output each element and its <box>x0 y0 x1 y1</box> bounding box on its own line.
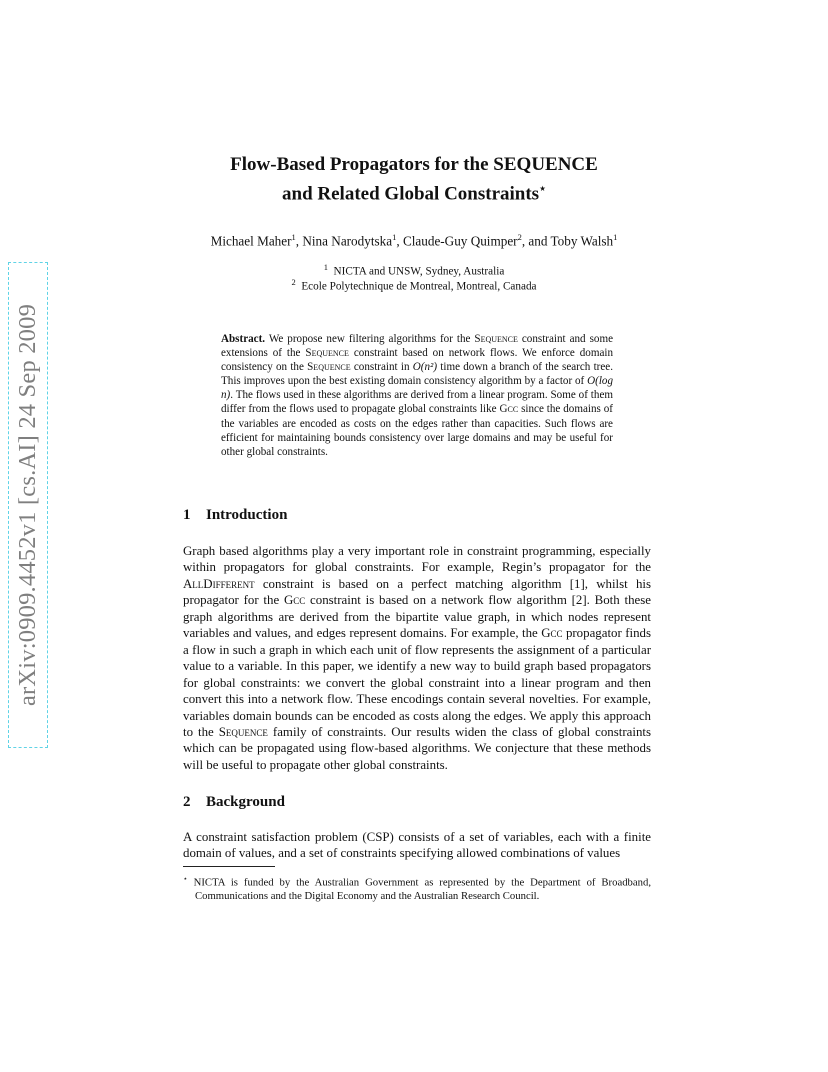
affiliation-mark: 1 <box>613 232 618 242</box>
arxiv-id: arXiv:0909.4452v1 [cs.AI] 24 Sep 2009 <box>14 303 41 707</box>
body-text: constraint is based on a network flow algorithm [2]. Both these graph algorithms are derived from the bipartite value graph, in which nodes represent variables and values, and edges represent domains. For example, the <box>183 593 651 641</box>
author-name: Michael Maher <box>210 233 292 249</box>
section-heading-introduction <box>183 507 287 524</box>
math-expression: O(log n) <box>221 375 613 402</box>
affiliation-text: NICTA and UNSW, Sydney, Australia <box>333 265 505 278</box>
abstract-text: since the domains of the variables are encoded as costs on the edges rather than capacities. Such flows are efficient for maintaining bounds consistency over large domains and may be useful for other global constraints. <box>221 403 613 458</box>
abstract-text: We propose new filtering algorithms for the <box>265 333 475 345</box>
section-title: Background <box>206 794 285 810</box>
abstract-text: time down a branch of the search tree. This improves upon the best existing domain consistency algorithm by a factor of <box>221 361 613 388</box>
section-number: 1 <box>183 507 191 523</box>
author-name: Nina Narodytska <box>302 233 393 249</box>
constraint-name: Gcc <box>541 626 563 641</box>
affiliation-mark: 1 <box>392 232 397 242</box>
footnote-divider <box>183 866 275 867</box>
constraint-name: Sequence <box>218 724 268 739</box>
abstract <box>221 332 613 459</box>
section-number: 2 <box>183 794 191 810</box>
abstract-text: . The flows used in these algorithms are derived from a linear program. Some of them differ from the flows used to propagate global constraints like <box>221 389 613 416</box>
constraint-name: Sequence <box>474 333 518 345</box>
author-name: and Toby Walsh <box>528 233 614 249</box>
constraint-name: Gcc <box>283 593 306 608</box>
paper-title-line2 <box>0 177 828 206</box>
background-paragraph: A constraint satisfaction problem (CSP) consists of a set of variables, each with a finite domain of values, and a set of constraints specifying allowed combinations of values <box>183 830 651 861</box>
body-text: propagator finds a flow in such a graph in which each unit of flow represents the assignment of a particular value to a variable. In this paper, we identify a new way to build graph based propagators for global constraints: we convert the global constraint into a linear program and then convert this into a network flow. These encodings contain several novelties. For example, variables domain bounds can be encoded as costs along the edges. We apply this approach to the <box>183 626 651 739</box>
author-name: Claude-Guy Quimper <box>402 233 518 249</box>
title-footnote-mark: ⋆ <box>539 183 546 195</box>
affiliation-mark: 2 <box>517 232 522 242</box>
paper-title-line1 <box>0 153 828 177</box>
body-text: Graph based algorithms play a very important role in constraint programming, especially within propagators for global constraints. For example, Regin’s propagator for the <box>183 544 651 575</box>
introduction-paragraph <box>183 543 651 773</box>
affiliation-2 <box>0 275 828 294</box>
affiliation-mark: 1 <box>323 262 328 272</box>
affiliation-mark: 1 <box>291 232 296 242</box>
footnote-mark: ⋆ <box>183 874 188 883</box>
section-heading-background <box>183 794 285 811</box>
abstract-text: constraint and some extensions of the <box>221 333 613 360</box>
constraint-name: Sequence <box>307 361 351 374</box>
abstract-label: Abstract. <box>221 333 266 345</box>
title-text-line2: and Related Global Constraints <box>282 183 540 205</box>
footnote <box>183 872 651 904</box>
title-text-line1: Flow-Based Propagators for the SEQUENCE <box>230 154 598 175</box>
constraint-name: Gcc <box>499 403 519 416</box>
abstract-text: constraint in <box>350 361 413 374</box>
footnote-text: NICTA is funded by the Australian Government as represented by the Department of Broadband, Communications and the Digital Economy and the Australian Research Council. <box>187 876 651 903</box>
abstract-text: constraint based on network flows. We enforce domain consistency on the <box>221 347 613 374</box>
affiliation-mark: 2 <box>291 277 296 287</box>
body-text: constraint is based on a perfect matching algorithm [1], whilst his propagator for the <box>183 576 651 608</box>
section-title: Introduction <box>206 507 288 523</box>
affiliation-text: Ecole Polytechnique de Montreal, Montreal, Canada <box>301 280 537 293</box>
math-expression: O(n²) <box>412 361 438 374</box>
constraint-name: Sequence <box>305 347 349 360</box>
body-text: family of constraints. Our results widen the class of global constraints which can be propagated using flow-based algorithms. We conjecture that these methods will be useful to propagate other global constraints. <box>183 724 651 772</box>
author-list: Michael Maher$^1$, Nina Narodytska$^1$, Claude-Guy Quimper$^2$, and Toby Walsh$^1$ <box>210 232 618 249</box>
constraint-name: AllDifferent <box>183 576 255 591</box>
